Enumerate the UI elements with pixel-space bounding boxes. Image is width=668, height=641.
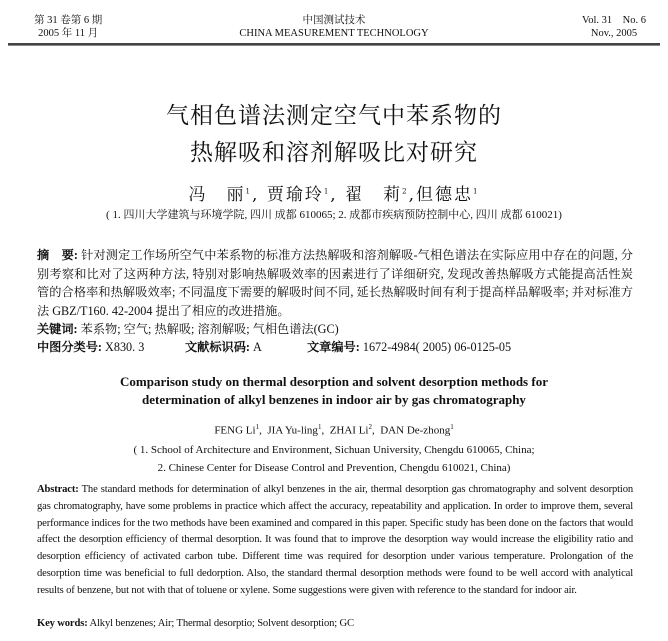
author-sup: 1 [472,187,480,196]
english-keywords [37,616,633,633]
abstract-label: Abstract: [37,484,79,495]
journal-name-cn: 中国测试技术 [302,15,366,26]
chinese-keywords [37,320,633,339]
author-name: FENG Li [214,424,256,437]
date-cn: 2005 年 11 月 [38,28,99,39]
english-abstract [37,482,633,600]
classification-row [37,338,633,357]
english-affiliation [0,441,668,477]
chinese-title [0,98,668,172]
chinese-affiliation: ( 1. 四川大学建筑与环境学院, 四川 成都 610065; 2. 成都市疾病预防控制中心, 四川 成都 610021) [106,209,562,221]
author-name: ZHAI Li [329,424,369,437]
clc-label: 中图分类号: [37,340,102,354]
abstract-text: 针对测定工作场所空气中苯系物的标准方法热解吸和溶剂解吸-气相色谱法在实际应用中存在的问题, 分别考察和比对了这两种方法, 特别对影响热解吸效率的因素进行了详细研究, 发现改善热解吸方式能提高活性炭管的合格率和热解吸效率; 不同温度下需要的解吸时间不同, 延长热解吸时间有利于提高样品解吸率; 并对标准方法 GBZ/T160. 42-2004 提出了相应的改进措施。 [37,248,633,318]
chinese-title-line: 气相色谱法测定空气中苯系物的 [166,103,502,129]
article-no-value: 1672-4984( 2005) 06-0125-05 [362,340,512,354]
english-authors: FENG Li$^1$, JIA Yu-ling$^1$, ZHAI Li$^2$, DAN De-zhong$^1$ [214,423,454,437]
keywords-label: 关键词: [37,322,78,336]
english-title-line: determination of alkyl benzenes in indoor air by gas chromatography [142,392,526,407]
journal-name [0,14,668,40]
keywords-text: 苯系物; 空气; 热解吸; 溶剂解吸; 气相色谱法(GC) [80,322,339,336]
chinese-title-line: 热解吸和溶剂解吸比对研究 [190,140,478,166]
abstract-text: The standard methods for determination of alkyl benzenes in the air, thermal desorption gas chromatography and solvent desorption gas chromatography, have some problems in practice which affect the accuracy, repeatability and application. In order to improve them, several performance indices for the two methods have been examined and compared in this paper. Specific study has been done on the factors that would affect the desorption efficiency of thermal desorption. It was found that to improve the desorption way would increase the eligibility ratio and desorption efficiency of activated carbon tube. Different time was required for desorption under various temperature. Prolongation of the desorption time was beneficial to full dedorption. Also, the standard thermal desorption methods were found to be well accord with analytical results of benzene, but not with that of toluene or xylene. Some suggestions were given with reference to the standard for indoor air. [37,484,633,596]
english-title [0,373,668,409]
author-sup: 2 [402,187,409,196]
english-title-line: Comparison study on thermal desorption and solvent desorption methods for [120,374,548,389]
volume-issue-cn: 第 31 卷第 6 期 [34,15,103,26]
author-name: DAN De-zhong [380,424,451,437]
keywords-text: Alkyl benzenes; Air; Thermal desorptio; Solvent desorption; GC [89,618,354,629]
author-sup: 1 [245,187,253,196]
author-sup: 1 [450,423,454,431]
author-name: JIA Yu-ling [267,424,318,437]
author-name: 贾瑜玲 [266,185,324,205]
author-sup: 2 [368,423,372,431]
doc-code-label: 文献标识码: [185,340,250,354]
clc-value: X830. 3 [105,340,145,354]
keywords-label: Key words: [37,618,88,629]
doc-code-value: A [253,340,262,354]
chinese-abstract [37,246,633,320]
affiliation-line: 2. Chinese Center for Disease Control and Prevention, Chengdu 610021, China) [157,462,511,474]
affiliation-line: ( 1. School of Architecture and Environment, Sichuan University, Chengdu 610065, China; [133,444,535,456]
date-en: Nov., 2005 [590,28,638,39]
author-sup: 1 [255,423,260,431]
author-name: 冯 丽 [188,185,246,205]
author-sup: 1 [317,423,322,431]
abstract-label: 摘 要: [37,248,78,262]
author-name: 但德忠 [415,185,473,205]
chinese-authors: 冯 丽$^1$, 贾瑜玲$^1$, 翟 莉$^2$,但德忠$^1$ [188,185,480,205]
article-no-label: 文章编号: [307,340,360,354]
journal-volume-en [582,14,646,40]
header-rule [8,43,660,46]
author-name: 翟 莉 [345,185,403,205]
volume-issue-en: Vol. 31 No. 6 [582,15,646,26]
journal-name-en: CHINA MEASUREMENT TECHNOLOGY [239,28,429,39]
author-sup: 1 [323,187,331,196]
